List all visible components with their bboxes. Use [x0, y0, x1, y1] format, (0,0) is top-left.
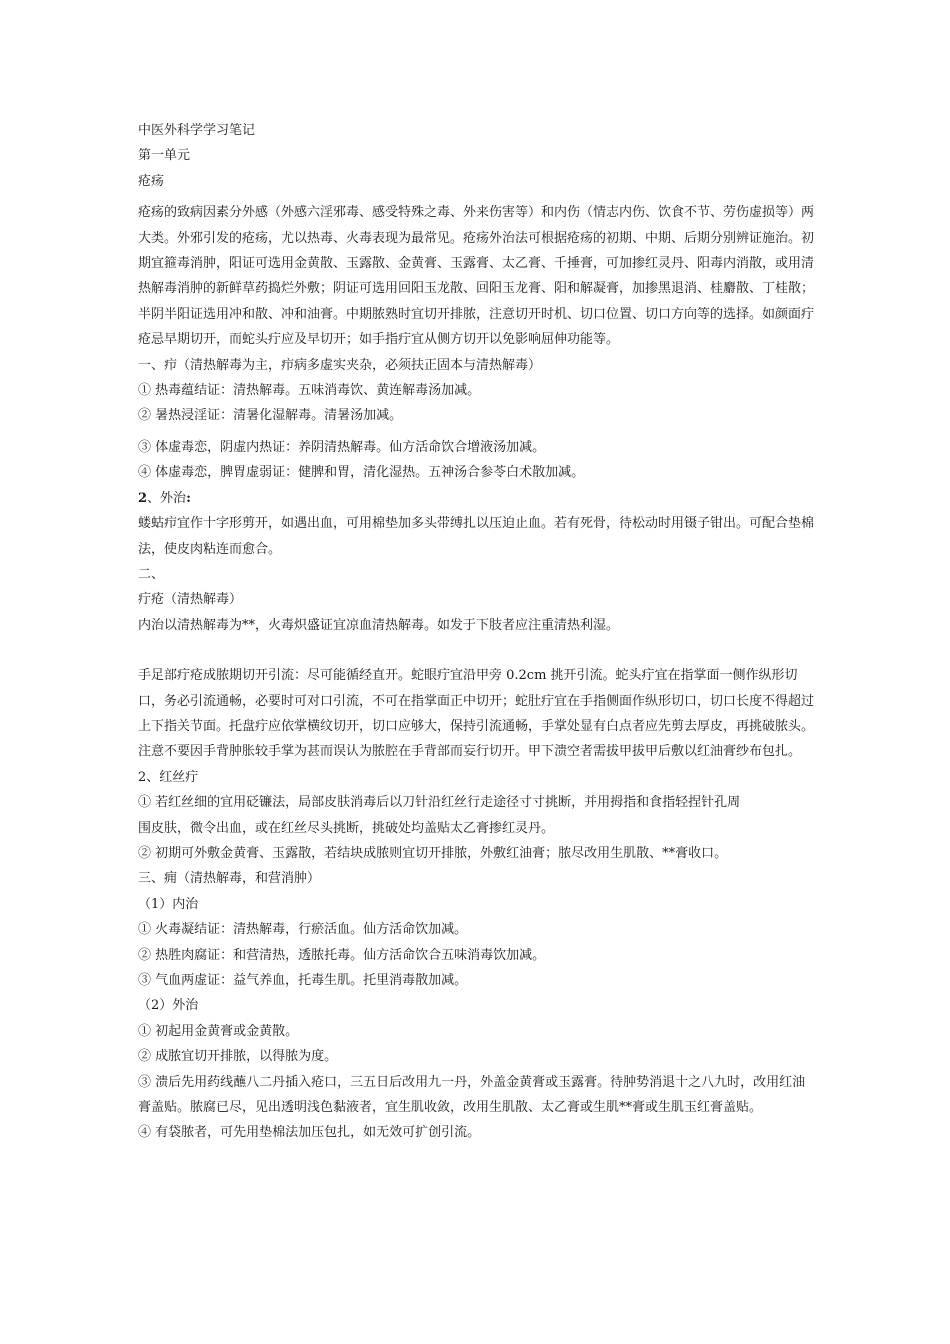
- list-item: ④ 有袋脓者，可先用垫棉法加压包扎，如无效可扩创引流。: [138, 1125, 481, 1141]
- section-3-heading: 三、痈（清热解毒，和营消肿）: [138, 871, 321, 887]
- list-item-continuation: 围皮肤，微令出血，或在红丝尽头挑断，挑破处均盖贴太乙膏掺红灵丹。: [138, 820, 555, 836]
- list-item: ① 初起用金黄膏或金黄散。: [138, 1023, 299, 1039]
- heading-number: 2: [138, 490, 148, 506]
- section-2-heading: 疔疮（清热解毒）: [138, 592, 243, 608]
- red-streak-heading: 2、红丝疔: [138, 769, 199, 785]
- section-1-external-paragraph: 蝼蛄疖宜作十字形剪开，如遇出血，可用棉垫加多头带缚扎以压迫止血。若有死骨，待松动时用镊子钳出。可配合垫棉法，使皮肉粘连而愈合。: [138, 516, 815, 557]
- spacer: [138, 638, 814, 663]
- list-item: ③ 溃后先用药线蘸八二丹插入疮口，三五日后改用九一丹，外盖金黄膏或玉露膏。待肿势消退十之八九时，改用红油膏盖贴。脓腐已尽，见出透明浅色黏液者，宜生肌收敛，改用生肌散、太乙膏或生肌**膏或生肌玉红膏盖贴。: [138, 1074, 806, 1116]
- heading-colon: :: [186, 490, 191, 506]
- section-1-heading: 一、疖（清热解毒为主，疖病多虚实夹杂，必须扶正固本与清热解毒）: [138, 357, 542, 373]
- section-2-label: 二、: [138, 566, 165, 582]
- list-item: ① 若红丝细的宜用砭镰法，局部皮肤消毒后以刀针沿红丝行走途径寸寸挑断，并用拇指和食指轻捏针孔周: [138, 795, 741, 811]
- list-item: ③ 气血两虚证：益气养血，托毒生肌。托里消毒散加减。: [138, 973, 468, 988]
- heading-label: 、外治: [147, 490, 187, 506]
- list-item: ① 热毒蕴结证：清热解毒。五味消毒饮、黄连解毒汤加减。: [138, 383, 481, 399]
- topic-heading: 疮疡: [138, 173, 165, 189]
- section-3-internal-label: （1）内治: [138, 896, 199, 912]
- document-title: 中医外科学学习笔记: [138, 123, 256, 138]
- section-3-external-label: （2）外治: [138, 998, 199, 1014]
- list-item: ② 成脓宜切开排脓，以得脓为度。: [138, 1049, 338, 1065]
- list-item: ④ 体虚毒恋，脾胃虚弱证：健脾和胃，清化湿热。五神汤合参苓白术散加减。: [138, 465, 585, 481]
- list-item: ② 热胜肉腐证：和营清热，透脓托毒。仙方活命饮合五味消毒饮加减。: [138, 947, 546, 963]
- section-2-hand-paragraph: 手足部疔疮成脓期切开引流：尽可能循经直开。蛇眼疔宜沿甲旁 0.2cm 挑开引流。蛇头疔宜在指掌面一侧作纵形切口，务必引流通畅，必要时可对口引流，不可在指掌面正中切开；蛇肚疔宜在手指侧面作纵形切口，切口长度不得超过上下指关节面。托盘疔应依掌横纹切开，切口应够大，保持引流通畅，手掌处显有白点者应先剪去厚皮，再挑破脓头。注意不要因手背肿胀较手掌为甚而误认为脓腔在手背部而妄行切开。甲下溃空者需拔甲拔甲后敷以红油膏纱布包扎。: [138, 668, 815, 760]
- list-item: ② 暑热浸淫证：清暑化湿解毒。清暑汤加减。: [138, 408, 403, 424]
- document-body: [138, 118, 814, 1146]
- unit-heading: 第一单元: [138, 148, 191, 164]
- list-item: ① 火毒凝结证：清热解毒，行瘀活血。仙方活命饮加减。: [138, 922, 468, 938]
- section-2-internal-paragraph: 内治以清热解毒为**，火毒炽盛证宜凉血清热解毒。如发于下肢者应注重清热利湿。: [138, 617, 620, 633]
- list-item: ③ 体虚毒恋，阴虚内热证：养阴清热解毒。仙方活命饮合增液汤加减。: [138, 439, 546, 455]
- intro-paragraph: 疮疡的致病因素分外感（外感六淫邪毒、感受特殊之毒、外来伤害等）和内伤（情志内伤、饮食不节、劳伤虚损等）两大类。外邪引发的疮疡，尤以热毒、火毒表现为最常见。疮疡外治法可根据疮疡的初期、中期、后期分别辨证施治。初期宜箍毒消肿，阳证可选用金黄散、玉露散、金黄膏、玉露膏、太乙膏、千捶膏，可加掺红灵丹、阳毒内消散，或用清热解毒消肿的新鲜草药捣烂外敷；阴证可选用回阳玉龙散、回阳玉龙膏、阳和解凝膏，加掺黑退消、桂麝散、丁桂散；半阴半阳证选用冲和散、冲和油膏。中期脓熟时宜切开排脓，注意切开时机、切口位置、切口方向等的选择。如颜面疔疮忌早期切开，而蛇头疔应及早切开；如手指疔宜从侧方切开以免影响屈伸功能等。: [138, 205, 815, 348]
- section-1-external-heading: [138, 486, 814, 511]
- list-item: ② 初期可外敷金黄膏、玉露散，若结块成脓则宜切开排脓，外敷红油膏；脓尽改用生肌散、**膏收口。: [138, 845, 728, 861]
